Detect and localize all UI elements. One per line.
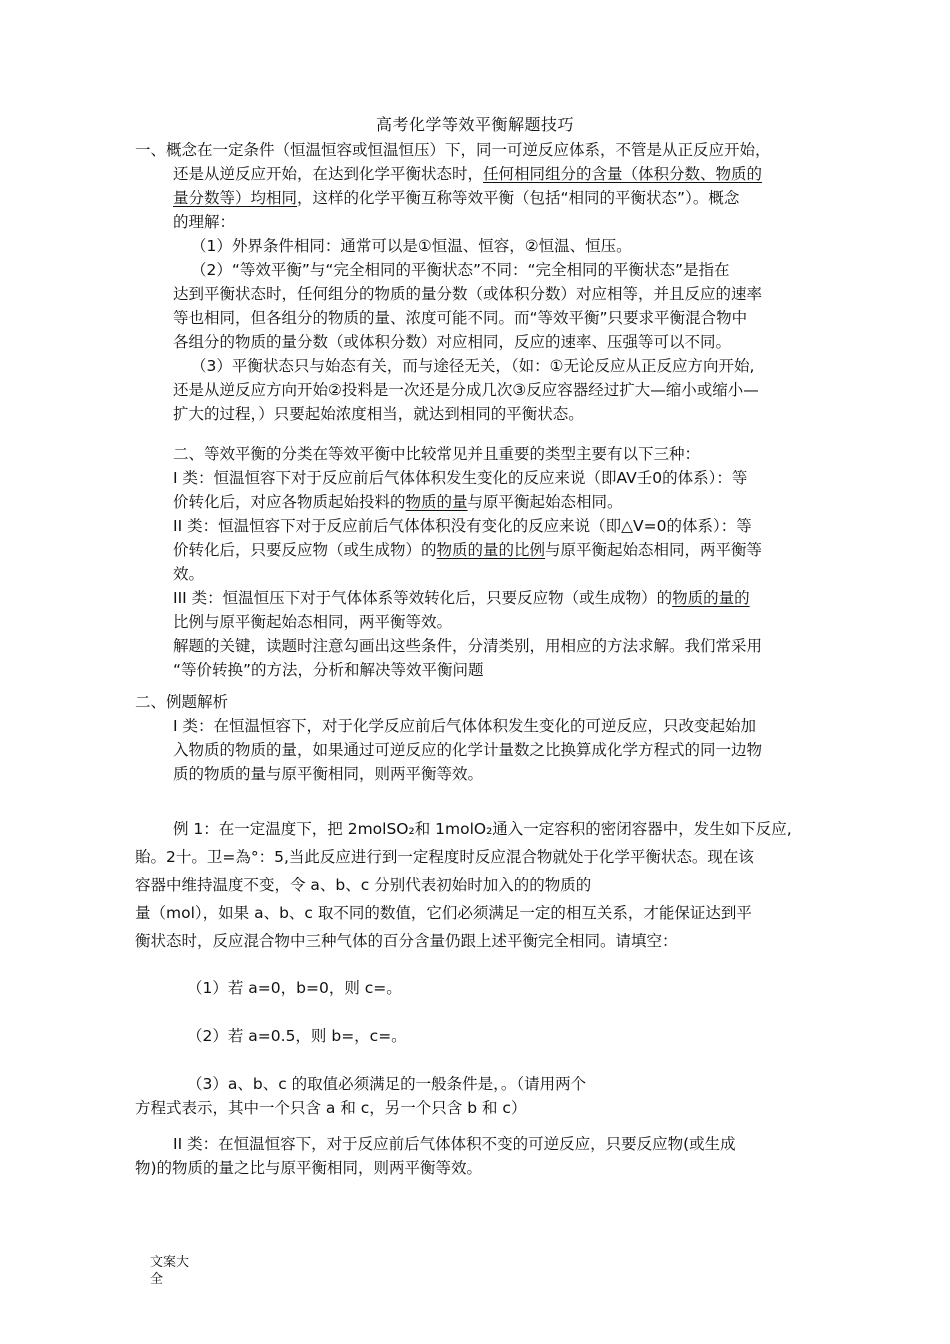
text-line: 还是从逆反应方向开始②投料是一次还是分成几次③反应容器经过扩大—缩小或缩小—	[173, 381, 759, 399]
text-line: 与原平衡起始态相同。	[467, 493, 623, 511]
text-line: II 类：在恒温恒容下，对于反应前后气体体积不变的可逆反应，只要反应物(或生成	[173, 1135, 736, 1153]
text-line: （1）若 a=0，b=0，则 c=。	[187, 979, 402, 997]
text-line: 等也相同，但各组分的物质的量、浓度可能不同。而“等效平衡”只要求平衡混合物中	[173, 309, 748, 327]
text-line: III 类：恒温恒压下对于气体体系等效转化后，只要反应物（或生成物）的	[173, 589, 673, 607]
text-line: 与原平衡起始态相同，两平衡等	[545, 541, 763, 559]
text-line: “等价转换”的方法，分析和解决等效平衡问题	[173, 661, 484, 679]
section-concept	[135, 138, 825, 426]
text-line: 一、概念在一定条件（恒温恒容或恒温恒压）下，同一可逆反应体系，不管是从正反应开始，	[135, 141, 771, 159]
underlined-text: 物质的量的比例	[436, 541, 546, 559]
text-line: 貽。2十。卫=為°：5,当此反应进行到一定程度时反应混合物就处于化学平衡状态。现在该	[135, 848, 754, 866]
text-line: 价转化后，对应各物质起始投料的	[173, 493, 406, 511]
text-line: （1）外界条件相同：通常可以是①恒温、恒容，②恒温、恒压。	[191, 237, 632, 255]
example-1-text	[135, 815, 825, 955]
text-line: 的理解：	[173, 213, 236, 231]
text-line: 解题的关键，读题时注意勾画出这些条件，分清类别，用相应的方法求解。我们常采用	[173, 637, 763, 655]
text-line: 扩大的过程，）只要起始浓度相当，就达到相同的平衡状态。	[173, 405, 584, 423]
text-line: ，这样的化学平衡互称等效平衡（包括“相同的平衡状态”）。概念	[297, 189, 740, 207]
text-line: I 类：恒温恒容下对于反应前后气体体积发生变化的反应来说（即AV壬0的体系）：等	[173, 469, 748, 487]
underlined-text: 量分数等）均相同	[173, 189, 298, 207]
text-line: 比例与原平衡起始态相同，两平衡等效。	[173, 613, 453, 631]
point-3	[135, 354, 825, 426]
text-line: 容器中维持温度不变，令 a、b、c 分别代表初始时加入的的物质的	[135, 876, 592, 894]
text-line: （2）“等效平衡”与“完全相同的平衡状态”不同：“完全相同的平衡状态”是指在	[191, 261, 730, 279]
underlined-text: 任何相同组分的含量（体积分数、物质的	[483, 165, 763, 183]
classification-heading	[135, 442, 825, 466]
text-line: 各组分的物质的量分数（或体积分数）对应相同，反应的速率、压强等可以不同。	[173, 333, 732, 351]
text-line: 二、等效平衡的分类在等效平衡中比较常见并且重要的类型主要有以下三种：	[173, 445, 701, 463]
question-3	[135, 1072, 825, 1120]
text-line: 还是从逆反应开始，在达到化学平衡状态时，	[173, 165, 484, 183]
text-line: 物)的物质的量之比与原平衡相同，则两平衡等效。	[135, 1159, 483, 1177]
section-classification	[135, 442, 825, 682]
underlined-text: 物质的量的	[672, 589, 750, 607]
example-class-1	[135, 714, 825, 786]
text-line: （2）若 a=0.5，则 b=，c=。	[187, 1027, 407, 1045]
point-2	[135, 258, 825, 354]
text-line: 二、例题解析	[135, 693, 229, 711]
text-line: 例 1：在一定温度下，把 2molSO₂和 1molO₂通入一定容积的密闭容器中，发生如下反应,	[173, 820, 792, 838]
text-line: 质的物质的量与原平衡相同，则两平衡等效。	[173, 765, 484, 783]
point-1	[135, 234, 825, 258]
text-line: 入物质的物质的量，如果通过可逆反应的化学计量数之比换算成化学方程式的同一边物	[173, 741, 763, 759]
page-footer: 文案大全	[150, 1255, 190, 1287]
example-class-2	[135, 1132, 825, 1180]
text-line: 量（mol），如果 a、b、c 取不同的数值，它们必须满足一定的相互关系，才能保证达到平	[135, 904, 752, 922]
text-line: II 类：恒温恒容下对于反应前后气体体积没有变化的反应来说（即△V=0的体系）：等	[173, 517, 752, 535]
concept-paragraph	[135, 138, 825, 234]
type-1	[135, 466, 825, 514]
example-1	[135, 815, 825, 955]
text-line: （3）a、b、c 的取值必须满足的一般条件是，。（请用两个	[187, 1075, 587, 1093]
text-line: 达到平衡状态时，任何组分的物质的量分数（或体积分数）对应相等，并且反应的速率	[173, 285, 763, 303]
question-1	[135, 976, 825, 1000]
question-2	[135, 1024, 825, 1048]
examples-heading	[135, 690, 825, 714]
text-line: 效。	[173, 565, 205, 583]
text-line: 衡状态时，反应混合物中三种气体的百分含量仍跟上述平衡完全相同。请填空：	[135, 932, 678, 950]
underlined-text: 物质的量	[405, 493, 468, 511]
type-3	[135, 586, 825, 634]
document-title: 高考化学等效平衡解题技巧	[375, 115, 574, 134]
text-line: （3）平衡状态只与始态有关，而与途径无关，（如：①无论反应从正反应方向开始,	[191, 357, 755, 375]
text-line: I 类：在恒温恒容下，对于化学反应前后气体体积发生变化的可逆反应，只改变起始加	[173, 717, 757, 735]
text-line: 方程式表示，其中一个只含 a 和 c，另一个只含 b 和 c）	[135, 1099, 527, 1117]
text-line: 价转化后，只要反应物（或生成物）的	[173, 541, 437, 559]
type-2	[135, 514, 825, 586]
key-point	[135, 634, 825, 682]
section-examples	[135, 690, 825, 786]
